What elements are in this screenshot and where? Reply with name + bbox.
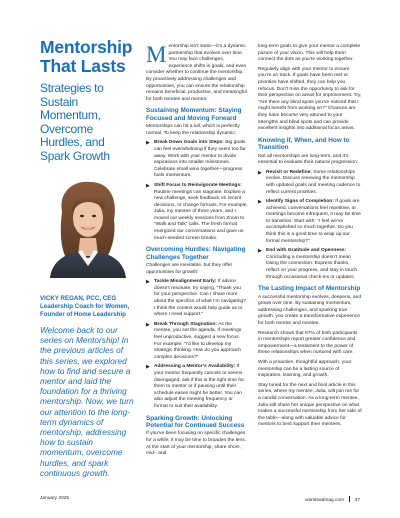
paragraph: Challenges are inevitable, but they offer opportunities for growth: xyxy=(146,263,233,275)
drop-cap: M xyxy=(146,42,167,67)
paragraph: Not all mentorships are long-term, and it’s essential to evaluate their natural progression: xyxy=(258,153,359,166)
paragraph: Regularly align with your mentor to ensure you’re on track. If goals have been met or priorities have shifted, they can help you refocus. Don’t miss the opportunity to ask for their perspective on areas for improvement. Try, “Are there any blind spots you’ve noticed that I might benefit from working on?” Chances are they have become very attuned to your strengths and blind spots and can provide excellent insights into additional focus areas. xyxy=(258,66,362,132)
article-subtitle: Strategies to Sustain Momentum, Overcome Hurdles, and Spark Growth xyxy=(40,81,110,163)
arrow-bullet-icon: ▶ xyxy=(258,169,262,176)
arrow-bullet-icon: ▶ xyxy=(146,279,150,286)
author-block xyxy=(40,295,140,478)
arrow-bullet-icon: ▶ xyxy=(258,199,262,206)
paragraph: Mentorships can hit a lull, which is perfectly normal. To keep the relationship dynamic: xyxy=(146,124,240,136)
article-title: Mentorship That Lasts xyxy=(40,37,133,76)
author-name: VICKY REGAN, PCC, CEG xyxy=(40,295,117,302)
arrow-bullet-icon: ▶ xyxy=(146,321,150,328)
arrow-bullet-icon: ▶ xyxy=(258,248,262,255)
list-item: ▶ End with Gratitude and Openness: Concluding a mentorship doesn’t mean losing the connection. Express thanks, reflect on your progress, and stay in touch through occasional check-ins or updates. xyxy=(258,248,358,280)
arrow-bullet-icon: ▶ xyxy=(146,364,150,371)
paragraph: If you’ve been focusing on specific challenges for a while, it may be time to broaden the lens. At the start of your mentorship, share short-, mid-, and xyxy=(146,431,247,457)
body-column-middle xyxy=(146,44,248,461)
list-item: ▶ Shift Focus to Reinvigorate Meetings: Routine meetings can stagnate. Explore a new challenge, seek feedback on recent decisions, or change formats. For example, Julia, my mentee of three years, and I moved our weekly sessions from Zoom to “Walk and Talk” calls. The fresh format energized our conversations and gave us much-needed screen breaks. xyxy=(146,182,248,241)
list-item: ▶ Addressing a Mentor’s Availability: If your mentor frequently cancels or seems disengaged, ask if this is the right time for them to mentor or if pausing until their schedule eases might be better. You can also adjust the meeting frequency or format to suit their availability. xyxy=(146,364,244,409)
list-item: ▶ Identify Signs of Completion: If goals are achieved, conversations feel repetitive, or meetings become infrequent, it may be time to transition. Start with: “I feel we’ve accomplished so much together. Do you think this is a good time to wrap up our formal mentorship?” xyxy=(258,199,361,244)
footer-date: January 2025 xyxy=(40,496,70,501)
list-item: ▶ Tackle Misalignment Early: If advice doesn’t resonate, try saying, “Thank you for your perspective. Can I share more about the specifics of what I’m navigating? I think the context would help guide us to where I need support.” xyxy=(146,279,246,318)
section-heading-momentum: Sustaining Momentum: Staying Focused and Moving Forward xyxy=(146,107,242,122)
list-item: ▶ Break Down Goals into Steps: Big goals can feel overwhelming if they seem too far away. Work with your mentor to divide aspirations into smaller milestones. Celebrate small wins together—progress fuels momentum. xyxy=(146,140,246,179)
paragraph: long-term goals to give your mentor a complete picture of your vision. This will help them connect the dots as you’re working together. xyxy=(258,44,361,63)
section-heading-growth: Sparking Growth: Unlocking Potential for Continued Success xyxy=(146,414,245,429)
author-portrait xyxy=(40,176,134,278)
paragraph: A successful mentorship evolves, deepens, and grows over time. By sustaining momentum, addressing challenges, and sparking true growth, you create a transformative experience for both mentor and mentee. xyxy=(258,294,362,326)
author-role: Leadership Coach for Women, Founder of Home Leadership xyxy=(40,303,130,318)
title-block xyxy=(40,38,134,164)
footer-right xyxy=(305,496,360,503)
paragraph: Research shows that 87% of both participants in mentorships report greater confidence and empowerment—a testament to the power of these relationships when nurtured with care. xyxy=(258,330,358,356)
article-intro: Welcome back to our series on Mentorship! In the previous articles of this series, we explored how to find and secure a mentor and laid the foundation for a thriving mentorship. Now, we turn our attention to the long-term dynamics of mentorship, addressing how to sustain momentum, overcome hurdles, and spark continuous growth. xyxy=(40,325,134,478)
list-item: ▶ Break Through Stagnation: As the mentee, you set the agenda. If meetings feel unproductive, suggest a new focus. For example: “I’d like to develop my strategic thinking. How do you approach complex decisions?” xyxy=(146,321,242,360)
footer-divider xyxy=(349,496,350,502)
arrow-bullet-icon: ▶ xyxy=(146,140,150,147)
section-heading-hurdles: Overcoming Hurdles: Navigating Challenges Together xyxy=(146,246,246,261)
list-item: ▶ Revisit or Redefine: Some relationships evolve. Discuss renewing the mentorship with updated goals and meeting cadence to reflect current priorities. xyxy=(258,169,361,195)
arrow-bullet-icon: ▶ xyxy=(146,182,150,189)
opening-paragraph: Mentorship isn’t static—it’s a dynamic partnership that evolves over time. You may face challenges, experience shifts in goals, and even consider whether to continue the mentorship. By proactively addressing challenges and opportunities, you can ensure the relationship remains beneficial, productive, and meaningful for both mentee and mentor. xyxy=(146,42,247,102)
paragraph: With a proactive, thoughtful approach, your mentorship can be a lasting source of inspiration, learning, and growth. xyxy=(258,359,352,379)
paragraph: Stay tuned for the next and final article in this series, where my mentee, Julia, will join me for a candid conversation. As a long-term mentee, Julia will share her unique perspective on what makes a successful mentorship from her side of the table—along with valuable advice for mentors to best support their mentees. xyxy=(258,382,362,428)
body-column-right xyxy=(258,44,362,432)
page-number: 37 xyxy=(354,498,360,503)
section-heading-impact: The Lasting Impact of Mentorship xyxy=(258,285,361,293)
section-heading-transition: Knowing If, When, and How to Transition xyxy=(258,136,350,152)
footer-site-link[interactable]: womleadmag.com xyxy=(305,498,345,503)
author-photo-image xyxy=(40,176,134,278)
